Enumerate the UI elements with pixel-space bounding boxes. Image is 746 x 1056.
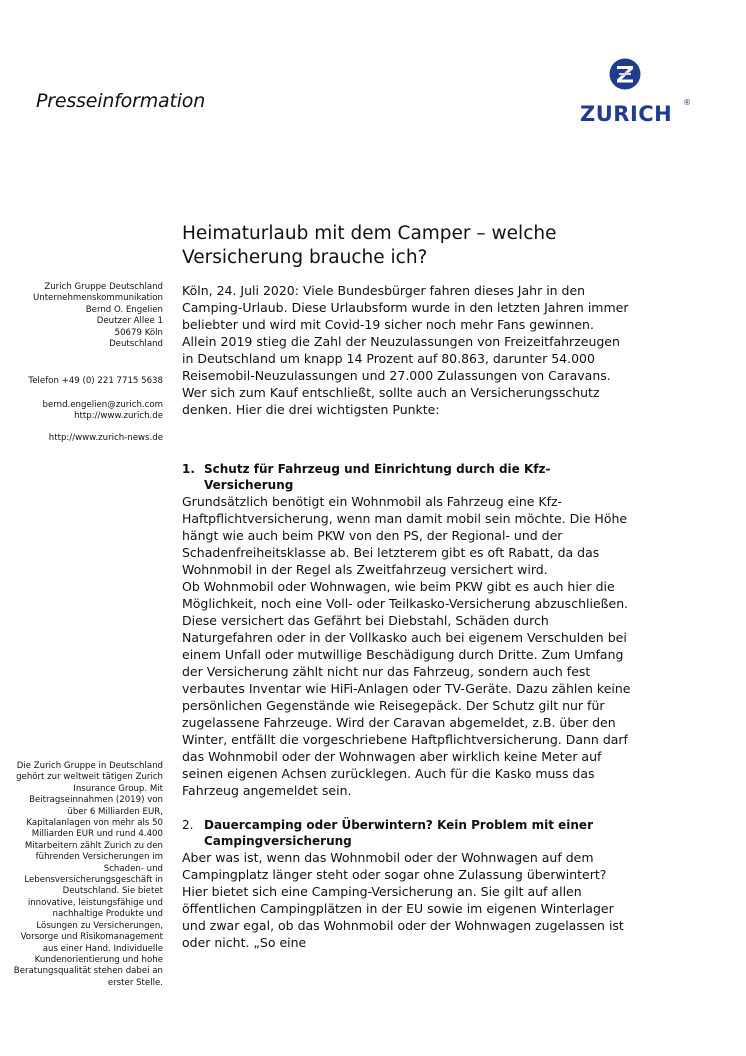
zurich-logo [578,58,698,133]
section-1-body [182,493,634,799]
section-number: 2. [182,818,194,832]
news-link[interactable]: http://www.zurich-news.de [48,433,163,443]
contact-line: Bernd O. Engelien [85,304,163,315]
section-number: 1. [182,462,195,476]
section-heading-line: Versicherung [204,478,294,492]
phone-number: Telefon +49 (0) 221 7715 5638 [28,376,163,386]
contact-line: Deutschland [109,339,163,350]
section-2-heading [182,817,612,849]
section-2-body [182,849,634,951]
logo-wordmark: ZURICH [580,102,673,126]
contact-line: Unternehmenskommunikation [32,293,163,304]
website-link[interactable]: http://www.zurich.de [74,411,163,422]
article-headline: Heimaturlaub mit dem Camper – welche Versicherung brauche ich? [182,223,557,268]
company-about-text: Die Zurich Gruppe in Deutschland gehört zur weltweit tätigen Zurich Insurance Group. Mit Beitragseinnahmen (2019) von über 6 Milliarden EUR, Kapitalanlagen von mehr als 50 Milliarden EUR und rund 4.400 Mitarbeitern zählt Zurich zu den führenden Versicherungen im Schaden- und Lebensversicherungsgeschäft in Deutschland. Sie bietet innovative, leistungsfähige und nachhaltige Produkte und Lösungen zu Versicherungen, Vorsorge und Risikomanagement aus einer Hand. Individuelle Kundenorientierung und hohe Beratungsqualität stehen dabei an erster Stelle. [13,761,163,988]
paragraph: Ob Wohnmobil oder Wohnwagen, wie beim PKW gibt es auch hier die Möglichkeit, noch eine Voll- oder Teilkasko-Versicherung abzuschließen. Diese versichert das Gefährt bei Diebstahl, Schäden durch Naturgefahren oder in der Vollkasko auch bei eigenem Verschulden bei einem Unfall oder mutwillige Beschädigung durch Dritte. Zum Umfang der Versicherung zählt nicht nur das Fahrzeug, sondern auch fest verbautes Inventar wie HiFi-Anlagen oder TV-Geräte. Dazu zählen keine persönlichen Gegenstände wie Reisegepäck. Der Schutz gilt nur für zugelassene Fahrzeuge. Wird der Caravan abgemeldet, z.B. über den Winter, entfällt die vorgeschriebene Haftpflichtversicherung. Dann darf das Wohnmobil oder der Wohnwagen aber wirklich keine Meter auf seinen eigenen Achsen zurücklegen. Auch für die Kasko muss das Fahrzeug angemeldet sein. [182,579,631,798]
paragraph: Aber was ist, wenn das Wohnmobil oder der Wohnwagen auf dem Campingplatz länger steht oder sogar ohne Zulassung überwintert? Hier bietet sich eine Camping-Versicherung an. Sie gilt auf allen öffentlichen Campingplätzen in der EU sowie im eigenen Winterlager und zwar egal, ob das Wohnmobil oder der Wohnwagen zugelassen ist oder nicht. „So eine [182,850,624,950]
section-heading-line: Schutz für Fahrzeug und Einrichtung durch die Kfz- [204,462,551,476]
document-type-label: Presseinformation [36,90,206,112]
paragraph: Grundsätzlich benötigt ein Wohnmobil als Fahrzeug eine Kfz-Haftpflichtversicherung, wenn man damit mobil sein möchte. Die Höhe hängt wie auch beim PKW von den PS, der Regional- und der Schadenfreiheitsklasse ab. Bei letzterem gibt es oft Rabatt, da das Wohnmobil in der Regel als Zweitfahrzeug versichert wird. [182,494,628,577]
contact-line: Deutzer Allee 1 [96,316,163,327]
contact-line: Zurich Gruppe Deutschland [44,282,163,292]
section-heading-line: Campingversicherung [204,834,352,848]
email-block [43,400,163,423]
registered-mark: ® [683,98,691,107]
section-heading-line: Dauercamping oder Überwintern? Kein Problem mit einer [204,818,593,832]
email-link[interactable]: bernd.engelien@zurich.com [42,400,163,410]
zurich-z-icon [609,58,641,90]
article-intro: Köln, 24. Juli 2020: Viele Bundesbürger fahren dieses Jahr in den Camping-Urlaub. Diese Urlaubsform wurde in den letzten Jahren immer beliebter und wird mit Covid-19 sicher noch mehr Fans gewinnen. Allein 2019 stieg die Zahl der Neuzulassungen von Freizeitfahrzeugen in Deutschland um knapp 14 Prozent auf 80.863, darunter 54.000 Reisemobil-Neuzulassungen und 27.000 Zulassungen von Caravans. Wer sich zum Kauf entschließt, sollte auch an Versicherungsschutz denken. Hier die drei wichtigsten Punkte: [182,283,629,417]
section-1-heading [182,461,612,493]
contact-block [33,282,163,350]
contact-line: 50679 Köln [114,327,163,338]
